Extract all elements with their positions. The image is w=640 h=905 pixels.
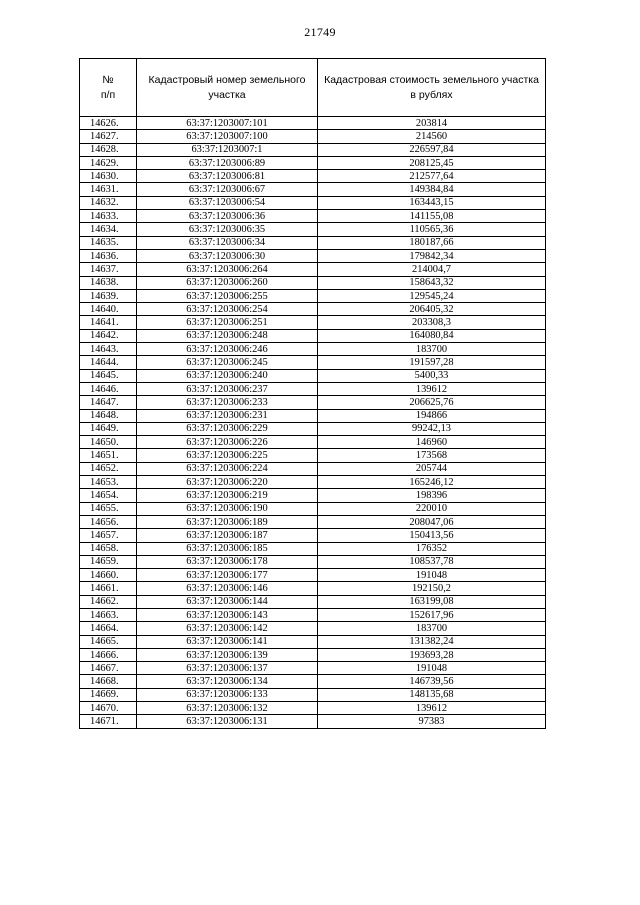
cadastral-value: 198396 [318,489,546,502]
row-number: 14663. [80,608,137,621]
cadastral-value: 158643,32 [318,276,546,289]
table-row [80,276,546,289]
cadastral-number: 63:37:1203006:226 [137,436,318,449]
table-row [80,648,546,661]
table-row [80,409,546,422]
cadastral-value: 214560 [318,130,546,143]
cadastral-value: 193693,28 [318,648,546,661]
cadastral-value: 146960 [318,436,546,449]
cadastral-value: 176352 [318,542,546,555]
table-row [80,343,546,356]
row-number: 14665. [80,635,137,648]
row-number: 14667. [80,662,137,675]
row-number: 14668. [80,675,137,688]
table-header [80,59,546,117]
row-number: 14670. [80,702,137,715]
cadastral-number: 63:37:1203006:54 [137,196,318,209]
cadastral-value: 148135,68 [318,688,546,701]
cadastral-value: 141155,08 [318,210,546,223]
row-number: 14638. [80,276,137,289]
cadastral-number: 63:37:1203006:231 [137,409,318,422]
table-row [80,223,546,236]
table-row [80,555,546,568]
cadastral-number: 63:37:1203006:132 [137,702,318,715]
row-number: 14655. [80,502,137,515]
cadastral-number: 63:37:1203006:189 [137,515,318,528]
table-row [80,449,546,462]
cadastral-value: 208125,45 [318,156,546,169]
cadastral-number: 63:37:1203006:220 [137,476,318,489]
cadastral-value: 99242,13 [318,422,546,435]
header-num-label: № п/п [100,73,116,101]
cadastral-number: 63:37:1203006:224 [137,462,318,475]
cadastral-value: 205744 [318,462,546,475]
cadastral-number: 63:37:1203006:35 [137,223,318,236]
table-row [80,289,546,302]
cadastral-number: 63:37:1203006:177 [137,569,318,582]
cadastral-number: 63:37:1203006:81 [137,170,318,183]
cadastral-number: 63:37:1203006:36 [137,210,318,223]
cadastral-value: 191048 [318,662,546,675]
cadastral-value: 180187,66 [318,236,546,249]
cadastral-value: 164080,84 [318,329,546,342]
table-row [80,608,546,621]
cadastral-value: 150413,56 [318,529,546,542]
row-number: 14639. [80,289,137,302]
cadastral-value: 192150,2 [318,582,546,595]
table-row [80,196,546,209]
cadastral-number: 63:37:1203006:131 [137,715,318,728]
table-row [80,130,546,143]
row-number: 14631. [80,183,137,196]
row-number: 14653. [80,476,137,489]
header-cadastral-number: Кадастровый номер земельного участка [137,59,318,117]
cadastral-number: 63:37:1203006:246 [137,343,318,356]
table-row [80,476,546,489]
row-number: 14660. [80,569,137,582]
row-number: 14627. [80,130,137,143]
row-number: 14657. [80,529,137,542]
cadastral-value: 226597,84 [318,143,546,156]
cadastral-value: 97383 [318,715,546,728]
table-body [80,117,546,729]
table-row [80,263,546,276]
cadastral-number: 63:37:1203006:219 [137,489,318,502]
cadastral-number: 63:37:1203006:248 [137,329,318,342]
table-row [80,489,546,502]
cadastral-value: 220010 [318,502,546,515]
table-row [80,635,546,648]
cadastral-value-table [79,58,546,729]
row-number: 14661. [80,582,137,595]
row-number: 14654. [80,489,137,502]
table-row [80,569,546,582]
cadastral-value: 214004,7 [318,263,546,276]
cadastral-value: 146739,56 [318,675,546,688]
cadastral-number: 63:37:1203006:144 [137,595,318,608]
row-number: 14669. [80,688,137,701]
table-row [80,662,546,675]
row-number: 14630. [80,170,137,183]
row-number: 14651. [80,449,137,462]
cadastral-number: 63:37:1203006:255 [137,289,318,302]
cadastral-number: 63:37:1203006:264 [137,263,318,276]
row-number: 14640. [80,303,137,316]
row-number: 14634. [80,223,137,236]
table-row [80,156,546,169]
cadastral-value: 208047,06 [318,515,546,528]
cadastral-value: 139612 [318,382,546,395]
table-row [80,595,546,608]
row-number: 14644. [80,356,137,369]
row-number: 14666. [80,648,137,661]
row-number: 14636. [80,249,137,262]
cadastral-number: 63:37:1203006:134 [137,675,318,688]
cadastral-value: 194866 [318,409,546,422]
cadastral-value: 183700 [318,343,546,356]
cadastral-value: 179842,34 [318,249,546,262]
cadastral-number: 63:37:1203006:260 [137,276,318,289]
cadastral-number: 63:37:1203006:67 [137,183,318,196]
table-row [80,316,546,329]
row-number: 14645. [80,369,137,382]
cadastral-number: 63:37:1203007:100 [137,130,318,143]
cadastral-value: 191048 [318,569,546,582]
table-row [80,715,546,728]
cadastral-number: 63:37:1203006:139 [137,648,318,661]
cadastral-number: 63:37:1203006:237 [137,382,318,395]
table-row [80,688,546,701]
table-row [80,529,546,542]
table-row [80,382,546,395]
table-row [80,702,546,715]
row-number: 14635. [80,236,137,249]
table-row [80,183,546,196]
cadastral-value: 139612 [318,702,546,715]
table-row [80,422,546,435]
table-row [80,356,546,369]
row-number: 14662. [80,595,137,608]
cadastral-number: 63:37:1203006:30 [137,249,318,262]
cadastral-value: 108537,78 [318,555,546,568]
row-number: 14649. [80,422,137,435]
cadastral-value: 173568 [318,449,546,462]
cadastral-value: 131382,24 [318,635,546,648]
cadastral-number: 63:37:1203006:229 [137,422,318,435]
cadastral-value: 129545,24 [318,289,546,302]
row-number: 14628. [80,143,137,156]
row-number: 14664. [80,622,137,635]
table-row [80,170,546,183]
cadastral-value: 206625,76 [318,396,546,409]
cadastral-value: 183700 [318,622,546,635]
cadastral-number: 63:37:1203006:190 [137,502,318,515]
cadastral-value: 212577,64 [318,170,546,183]
table-row [80,396,546,409]
cadastral-value: 165246,12 [318,476,546,489]
row-number: 14671. [80,715,137,728]
row-number: 14633. [80,210,137,223]
table-row [80,462,546,475]
cadastral-number: 63:37:1203006:254 [137,303,318,316]
row-number: 14641. [80,316,137,329]
cadastral-number: 63:37:1203006:178 [137,555,318,568]
table-row [80,622,546,635]
row-number: 14646. [80,382,137,395]
cadastral-value: 206405,32 [318,303,546,316]
cadastral-value: 203814 [318,117,546,130]
cadastral-number: 63:37:1203006:233 [137,396,318,409]
row-number: 14629. [80,156,137,169]
table-row [80,143,546,156]
row-number: 14650. [80,436,137,449]
cadastral-number: 63:37:1203006:240 [137,369,318,382]
cadastral-number: 63:37:1203006:142 [137,622,318,635]
cadastral-number: 63:37:1203006:89 [137,156,318,169]
page-number: 21749 [304,25,336,39]
cadastral-value: 149384,84 [318,183,546,196]
cadastral-value: 5400,33 [318,369,546,382]
row-number: 14642. [80,329,137,342]
cadastral-number: 63:37:1203006:141 [137,635,318,648]
row-number: 14652. [80,462,137,475]
table-row [80,515,546,528]
cadastral-number: 63:37:1203006:133 [137,688,318,701]
table-row [80,236,546,249]
cadastral-number: 63:37:1203006:143 [137,608,318,621]
cadastral-value: 191597,28 [318,356,546,369]
cadastral-number: 63:37:1203006:251 [137,316,318,329]
table-row [80,675,546,688]
row-number: 14637. [80,263,137,276]
header-num [80,59,137,117]
table-row [80,210,546,223]
cadastral-number: 63:37:1203006:146 [137,582,318,595]
row-number: 14643. [80,343,137,356]
cadastral-value: 163199,08 [318,595,546,608]
table-row [80,502,546,515]
table-row [80,542,546,555]
header-cadastral-value: Кадастровая стоимость земельного участка в рублях [318,59,546,117]
table-row [80,329,546,342]
cadastral-number: 63:37:1203006:137 [137,662,318,675]
cadastral-value: 110565,36 [318,223,546,236]
row-number: 14632. [80,196,137,209]
cadastral-number: 63:37:1203006:34 [137,236,318,249]
cadastral-number: 63:37:1203006:225 [137,449,318,462]
table-row [80,117,546,130]
row-number: 14659. [80,555,137,568]
table-row [80,369,546,382]
table-row [80,582,546,595]
row-number: 14656. [80,515,137,528]
cadastral-number: 63:37:1203006:245 [137,356,318,369]
cadastral-number: 63:37:1203006:185 [137,542,318,555]
cadastral-value: 203308,3 [318,316,546,329]
cadastral-number: 63:37:1203006:187 [137,529,318,542]
cadastral-value: 163443,15 [318,196,546,209]
cadastral-number: 63:37:1203007:1 [137,143,318,156]
table-row [80,436,546,449]
row-number: 14648. [80,409,137,422]
cadastral-value: 152617,96 [318,608,546,621]
row-number: 14647. [80,396,137,409]
table-row [80,249,546,262]
table-row [80,303,546,316]
row-number: 14658. [80,542,137,555]
row-number: 14626. [80,117,137,130]
cadastral-number: 63:37:1203007:101 [137,117,318,130]
